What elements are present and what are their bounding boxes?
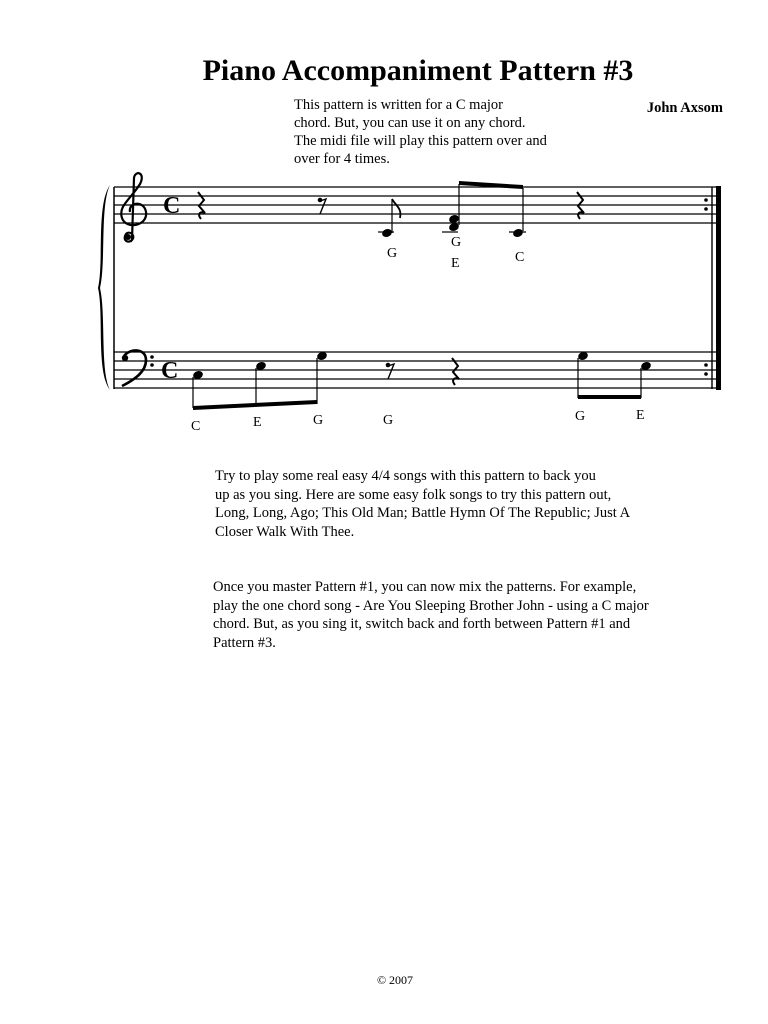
bass-note-g bbox=[316, 351, 328, 404]
bass-clef-icon bbox=[122, 350, 154, 386]
bass-label-e: E bbox=[253, 415, 262, 430]
copyright-footer: © 2007 bbox=[376, 973, 414, 987]
treble-label-c: C bbox=[515, 250, 525, 265]
bass-label-g-1: G bbox=[313, 413, 324, 428]
intro-line: over for 4 times. bbox=[294, 151, 390, 167]
paragraph-line: Closer Walk With Thee. bbox=[215, 523, 355, 540]
bass-note-c bbox=[192, 370, 204, 408]
paragraph-line: Once you master Pattern #1, you can now mix the patterns. For example, bbox=[213, 579, 637, 595]
bass-label-e-2: E bbox=[636, 408, 645, 423]
bass-note-g-2 bbox=[577, 351, 589, 398]
bass-time-signature: C bbox=[161, 358, 179, 384]
treble-eighth-rest bbox=[318, 198, 326, 214]
repeat-end-barline bbox=[704, 186, 721, 390]
treble-label-g-1: G bbox=[387, 246, 398, 261]
bass-quarter-rest bbox=[452, 358, 459, 385]
treble-label-e: E bbox=[451, 256, 460, 271]
treble-time-signature: C bbox=[163, 193, 181, 219]
bass-label-g-3: G bbox=[575, 409, 586, 424]
treble-beam bbox=[459, 181, 523, 189]
paragraph-songs bbox=[215, 467, 630, 541]
bass-staff bbox=[114, 352, 721, 388]
bass-label-c: C bbox=[191, 419, 201, 434]
bass-note-e bbox=[255, 361, 267, 406]
bass-eighth-rest bbox=[386, 363, 394, 379]
bass-label-g-2: G bbox=[383, 413, 394, 428]
page-title: Piano Accompaniment Pattern #3 bbox=[202, 54, 634, 87]
bass-beam-1 bbox=[193, 400, 317, 410]
paragraph-line: Long, Long, Ago; This Old Man; Battle Hymn Of The Republic; Just A bbox=[215, 505, 631, 521]
treble-clef-icon bbox=[121, 173, 146, 241]
paragraph-line: Pattern #3. bbox=[213, 634, 276, 651]
author-name: John Axsom bbox=[646, 100, 723, 116]
bass-beam-2 bbox=[578, 395, 641, 399]
paragraph-line: up as you sing. Here are some easy folk songs to try this pattern out, bbox=[215, 486, 612, 503]
treble-staff bbox=[114, 187, 721, 223]
paragraph-line: chord. But, as you sing it, switch back and forth between Pattern #1 and bbox=[213, 616, 631, 632]
treble-chord-eg bbox=[448, 184, 460, 232]
grand-staff-brace bbox=[98, 185, 110, 390]
paragraph-line: play the one chord song - Are You Sleeping Brother John - using a C major bbox=[213, 597, 649, 614]
treble-label-g-2: G bbox=[451, 235, 462, 250]
piano-score bbox=[0, 0, 768, 460]
paragraph-line: Try to play some real easy 4/4 songs with this pattern to back you bbox=[215, 468, 596, 484]
intro-line: This pattern is written for a C major bbox=[294, 97, 503, 113]
intro-line: chord. But, you can use it on any chord. bbox=[294, 115, 526, 131]
intro-line: The midi file will play this pattern over and bbox=[294, 133, 547, 149]
paragraph-mixing bbox=[213, 578, 649, 652]
